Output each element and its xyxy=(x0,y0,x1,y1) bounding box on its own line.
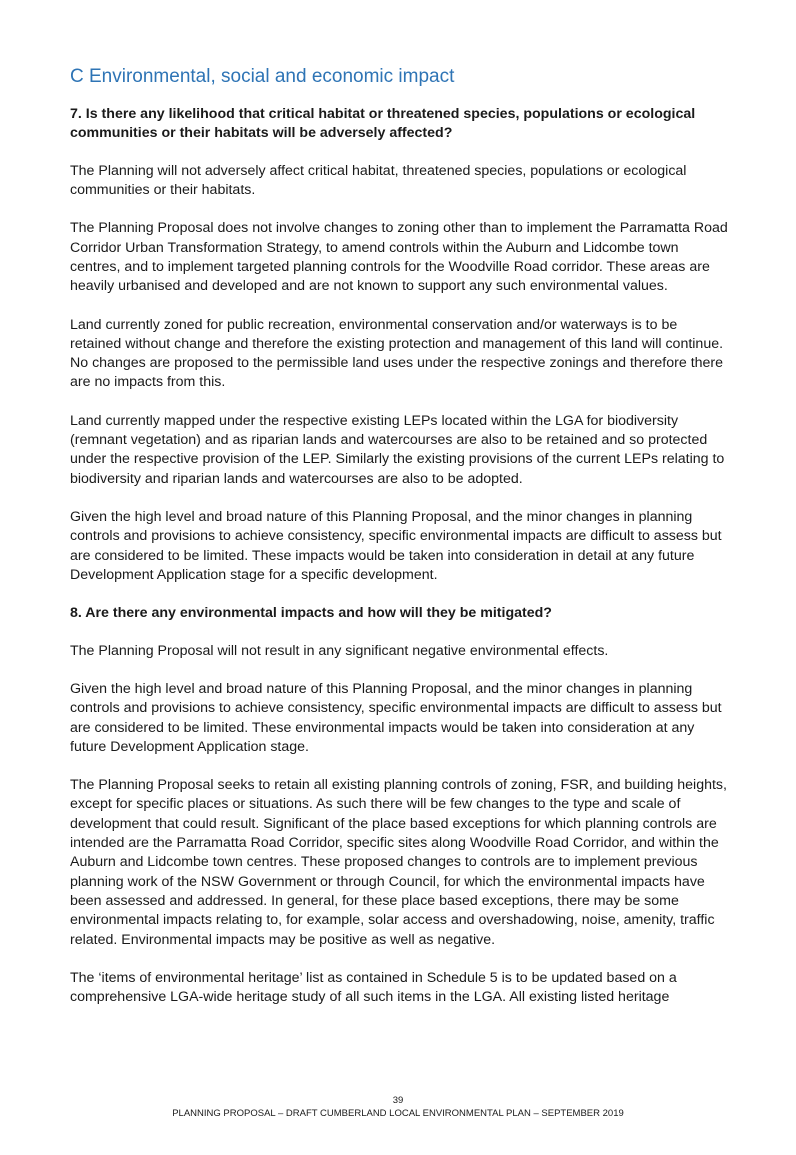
section-heading: C Environmental, social and economic impact xyxy=(70,66,455,87)
q8-paragraph-4: The ‘items of environmental heritage’ list as contained in Schedule 5 is to be updated based on a comprehensive LGA-wide heritage study of all such items in the LGA. All existing listed heritage xyxy=(70,969,677,1006)
question-8: 8. Are there any environmental impacts and how will they be mitigated? xyxy=(70,605,552,622)
q7-paragraph-3: Land currently zoned for public recreation, environmental conservation and/or waterways is to be retained without change and therefore the existing protection and management of this land will continue. No changes are proposed to the permissible land uses under the respective zonings and therefore there are no impacts from this. xyxy=(70,316,724,391)
document-page xyxy=(70,66,728,1026)
page-footer xyxy=(0,1094,796,1120)
q7-paragraph-4: Land currently mapped under the respective existing LEPs located within the LGA for biodiversity (remnant vegetation) and as riparian lands and watercourses are also to be retained and so protected under the respective provision of the LEP. Similarly the existing provisions of the current LEPs relating to biodiversity and riparian lands and watercourses are also to be adopted. xyxy=(70,412,725,487)
q7-paragraph-1: The Planning will not adversely affect critical habitat, threatened species, populations or ecological communities or their habitats. xyxy=(70,162,687,199)
q8-paragraph-1: The Planning Proposal will not result in any significant negative environmental effects. xyxy=(70,642,609,659)
page-number: 39 xyxy=(392,1095,404,1106)
q8-paragraph-2: Given the high level and broad nature of this Planning Proposal, and the minor changes in planning controls and provisions to achieve consistency, specific environmental impacts are difficult to assess but are considered to be limited. These environmental impacts would be taken into consideration at any future Development Application stage. xyxy=(70,680,722,755)
q8-paragraph-3: The Planning Proposal seeks to retain all existing planning controls of zoning, FSR, and building heights, except for specific places or situations. As such there will be few changes to the type and scale of development that could result. Significant of the place based exceptions for which planning controls are intended are the Parramatta Road Corridor, specific sites along Woodville Road Corridor, and within the Auburn and Lidcombe town centres. These proposed changes to controls are to implement previous planning work of the NSW Government or through Council, for which the environmental impacts have been assessed and addressed. In general, for these place based exceptions, there may be some environmental impacts relating to, for example, solar access and overshadowing, noise, amenity, traffic related. Environmental impacts may be positive as well as negative. xyxy=(70,777,727,948)
footer-document-title: PLANNING PROPOSAL – DRAFT CUMBERLAND LOCAL ENVIRONMENTAL PLAN – SEPTEMBER 2019 xyxy=(172,1108,624,1119)
question-7: 7. Is there any likelihood that critical habitat or threatened species, populations or ecological communities or their habitats will be adversely affected? xyxy=(70,105,696,142)
q7-paragraph-5: Given the high level and broad nature of this Planning Proposal, and the minor changes in planning controls and provisions to achieve consistency, specific environmental impacts are difficult to assess but are considered to be limited. These impacts would be taken into consideration in detail at any future Development Application stage for a specific development. xyxy=(70,508,722,583)
q7-paragraph-2: The Planning Proposal does not involve changes to zoning other than to implement the Parramatta Road Corridor Urban Transformation Strategy, to amend controls within the Auburn and Lidcombe town centres, and to implement targeted planning controls for the Woodville Road corridor. These areas are heavily urbanised and developed and are not known to support any such environmental values. xyxy=(70,220,728,295)
